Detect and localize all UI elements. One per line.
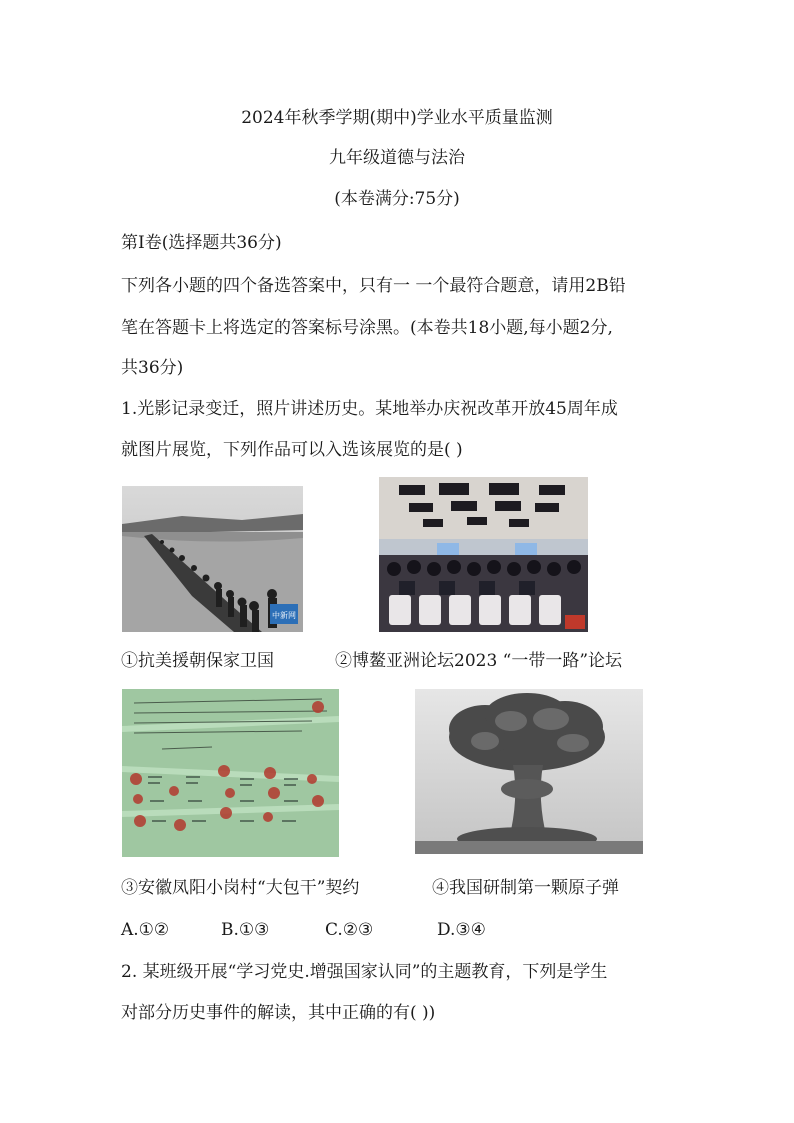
photo-atomic-bomb (415, 689, 643, 854)
full-score: (本卷满分:75分) (334, 189, 460, 209)
image-caption: ②博鳌亚洲论坛2023 “一带一路”论坛 (335, 651, 623, 671)
instruction-line: 下列各小题的四个备选答案中，只有一 一个最符合题意，请用2B铅 (121, 276, 626, 296)
exam-title: 2024年秋季学期(期中)学业水平质量监测 (241, 108, 553, 128)
instruction-line: 共36分) (121, 358, 184, 378)
question-stem: 就图片展览，下列作品可以入选该展览的是( ) (121, 440, 463, 460)
photo-watermark: 中新网 (272, 611, 296, 620)
image-caption: ③安徽凤阳小岗村“大包干”契约 (121, 878, 360, 898)
question-stem: 对部分历史事件的解读，其中正确的有( )) (121, 1003, 436, 1023)
subject-title: 九年级道德与法治 (329, 148, 465, 168)
section-title: 第Ⅰ卷(选择题共36分) (121, 233, 282, 253)
photo-xiaogang-contract (122, 689, 339, 857)
option-d[interactable]: D.③④ (437, 920, 486, 940)
photo-korean-war-crossing (122, 486, 303, 632)
question-stem: 2. 某班级开展“学习党史.增强国家认同”的主题教育，下列是学生 (121, 962, 608, 982)
option-a[interactable]: A.①② (121, 920, 170, 940)
instruction-line: 笔在答题卡上将选定的答案标号涂黑。(本卷共18小题,每小题2分, (121, 318, 613, 338)
image-caption: ①抗美援朝保家卫国 (121, 651, 274, 671)
image-caption: ④我国研制第一颗原子弹 (432, 878, 619, 898)
photo-boao-forum (379, 477, 588, 632)
option-b[interactable]: B.①③ (221, 920, 270, 940)
option-c[interactable]: C.②③ (325, 920, 374, 940)
question-stem: 1.光影记录变迁，照片讲述历史。某地举办庆祝改革开放45周年成 (121, 399, 618, 419)
